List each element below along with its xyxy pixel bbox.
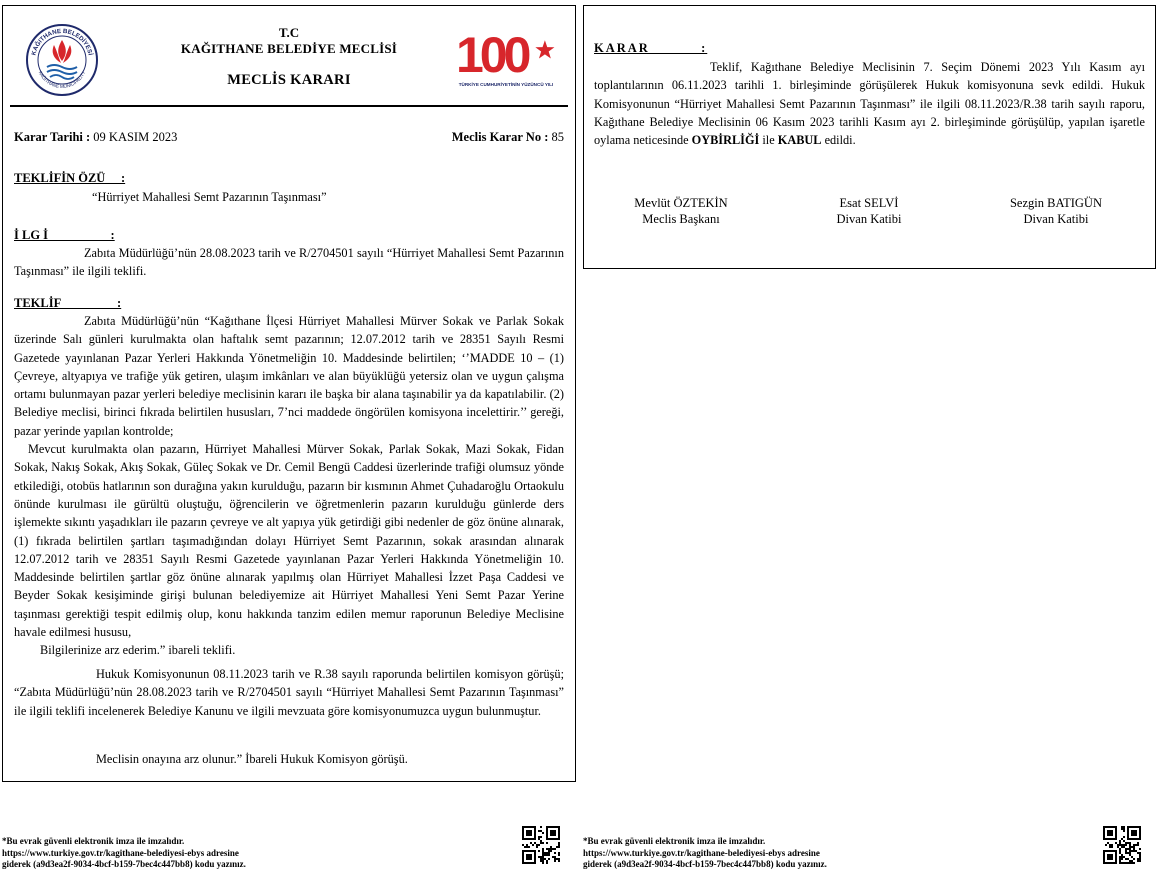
teklif-paragraph: Bilgilerinize arz ederim.” ibareli teklifi. — [40, 643, 236, 658]
teklif-paragraph: Mevcut kurulmakta olan pazarın, Hürriyet Mahallesi Mürver Sokak, Parlak Sokak, Mazi Sokak, Fidan Sokak, Nakış Sokak, Akış Sokak, Güleç Sokak ve Dr. Cemil Bengü Caddesi üzerlerinde trafiği olumsuz yönde etkilediği, otobüs hatlarının son durağına yakın kurulduğu, pazarın bir kısmının Ahmet Çuhadaroğlu Ortaokulu önünde kurulması ile gürültü oluştuğu, öğrencilerin ve öğretmenlerin pazarın kurulduğu günlerde ders işlemekte sıkıntı yaşadıkları ile pazarın çevreye ve alt yapıya yük getirdiği gibi nedenler de göz önüne alınarak, (1) fıkrada belirtilen şartları taşımadığından dolayı Hürriyet Semt Pazarının, sokak arasından alınarak 12.07.2012 tarih ve 28351 Sayılı Resmi Gazetede yayınlanan Pazar Yerleri Hakkında Yönetmeliğin 10. Maddesinde belirtilen şartlar göz önüne alınarak yapılmış olan Hürriyet Mahallesi İzzet Paşa Caddesi ve Beyder Sokak kesişiminde girişi bulunan belediyemize ait Hürriyet Mahallesi Yeni Semt Pazar Yerine taşınması gerektiği tespit edilmiş olup, konu hakkında tanzim edilen memur raporunun Belediye Meclisine havale edilmesi hususu, — [14, 442, 564, 640]
qr-code-icon — [1103, 826, 1141, 864]
esignature-footer-left: *Bu evrak güvenli elektronik imza ile imzalıdır. https://www.turkiye.gov.tr/kagithane-belediyesi-ebys adresine giderek (a9d3ea2f-9034-4bcf-b159-7bec4c447bb8) kodu yazınız. — [2, 836, 246, 869]
document-title: MECLİS KARARI — [227, 72, 351, 88]
onay-text: Meclisin onayına arz olunur.” İbareli Hukuk Komisyon görüşü. — [96, 752, 408, 766]
decision-number: Meclis Karar No : 85 — [451, 130, 564, 144]
centennial-number: 100 — [456, 27, 528, 83]
ozu-heading: TEKLİFİN ÖZÜ : — [14, 171, 126, 185]
decision-meta-row — [14, 130, 564, 145]
logo-bottom-text: KAĞITHANE MUNICIPALITY — [37, 70, 87, 90]
signatory-title: Meclis Başkanı — [642, 211, 720, 226]
decision-page-right — [583, 5, 1156, 269]
signatory-name: Esat SELVİ — [839, 196, 899, 210]
decision-date: Karar Tarihi : 09 KASIM 2023 — [14, 130, 178, 144]
teklif-body — [14, 312, 564, 660]
ozu-text: “Hürriyet Mahallesi Semt Pazarının Taşınması” — [92, 190, 327, 204]
signatory-title: Divan Katibi — [836, 211, 902, 226]
qr-code-icon — [522, 826, 560, 864]
header-tc: T.C — [278, 25, 300, 40]
header-divider — [10, 105, 568, 107]
accepted-label: KABUL — [777, 133, 822, 148]
signatory-name: Sezgin BATIGÜN — [1009, 196, 1102, 210]
esignature-footer-right: *Bu evrak güvenli elektronik imza ile imzalıdır. https://www.turkiye.gov.tr/kagithane-belediyesi-ebys adresine giderek (a9d3ea2f-9034-4bcf-b159-7bec4c447bb8) kodu yazınız. — [583, 836, 827, 869]
unanimous-label: OYBİRLİĞİ — [691, 133, 760, 148]
komisyon-text: Hukuk Komisyonunun 08.11.2023 tarih ve R.38 sayılı raporunda belirtilen komisyon görüşü; “Zabıta Müdürlüğü’nün 28.08.2023 tarih ve R/2704501 sayılı “Hürriyet Mahallesi Semt Pazarının Taşınması” ile ilgili teklifi incelenerek Belediye Kanunu ve ilgili mevzuata göre komisyonumuzca uygun bulunmuştur. — [14, 667, 564, 718]
signature-block-clerk-2 — [971, 196, 1141, 227]
ilgi-heading: İ LG İ : — [14, 228, 115, 242]
karar-heading: KARAR : — [594, 41, 708, 55]
signature-block-chair — [596, 196, 766, 227]
signature-block-clerk-1 — [784, 196, 954, 227]
header-council-name: KAĞITHANE BELEDİYE MECLİSİ — [180, 41, 398, 56]
teklif-heading: TEKLİF : — [14, 296, 122, 310]
signatory-name: Mevlüt ÖZTEKİN — [634, 196, 728, 210]
logo-top-text: KAĞITHANE BELEDİYESİ — [30, 27, 94, 57]
ilgi-text: Zabıta Müdürlüğü’nün 28.08.2023 tarih ve R/2704501 sayılı “Hürriyet Mahallesi Semt Pazarının Taşınması” ile ilgili teklifi. — [14, 246, 564, 279]
teklif-paragraph: Zabıta Müdürlüğü’nün “Kağıthane İlçesi Hürriyet Mahallesi Mürver Sokak ve Parlak Sokak üzerinde Salı günleri kurulmakta olan haftalık semt pazarının; 12.07.2012 tarih ve 28351 Sayılı Resmi Gazetede yayınlanan Pazar Yerleri Hakkında Yönetmeliğin 10. Maddesinde belirtilen; ‘’MADDE 10 – (1) Çevreye, altyapıya ve trafiğe yük getiren, ulaşım imkânları ve alan büyüklüğü yetersiz olan ve uygun çalışma ortamı bulunmayan pazar yerleri belediye meclisinin kararı ile başka bir alana taşınabilir ya da kapatılabilir. (2) Belediye meclisi, birinci fıkrada belirtilen hususları, 7’nci maddede öngörülen komisyona incelettirir.’’ gereği, pazar yerinde yapılan kontrolde; — [14, 314, 564, 438]
centennial-caption: TÜRKİYE CUMHURİYETİNİN YÜZÜNCÜ YILI — [458, 82, 554, 87]
karar-text: Teklif, Kağıthane Belediye Meclisinin 7. Seçim Dönemi 2023 Yılı Kasım ayı toplantılarının 06.11.2023 tarihli 1. birleşiminde görüşülerek Hukuk komisyonuna sevk edildi. Hukuk Komisyonunun “Hürriyet Mahallesi Semt Pazarının Taşınması” ile ilgili 08.11.2023/R.38 tarih sayılı raporu, Kağıthane Belediye Meclisinin 06 Kasım 2023 tarihli Kasım ayı 2. birleşiminde görüşülüp, yapılan işaretle oylama neticesinde OYBİRLİĞİ ile KABUL edildi. — [594, 60, 1145, 148]
decision-page-left — [2, 5, 576, 782]
signatory-title: Divan Katibi — [1023, 211, 1089, 226]
